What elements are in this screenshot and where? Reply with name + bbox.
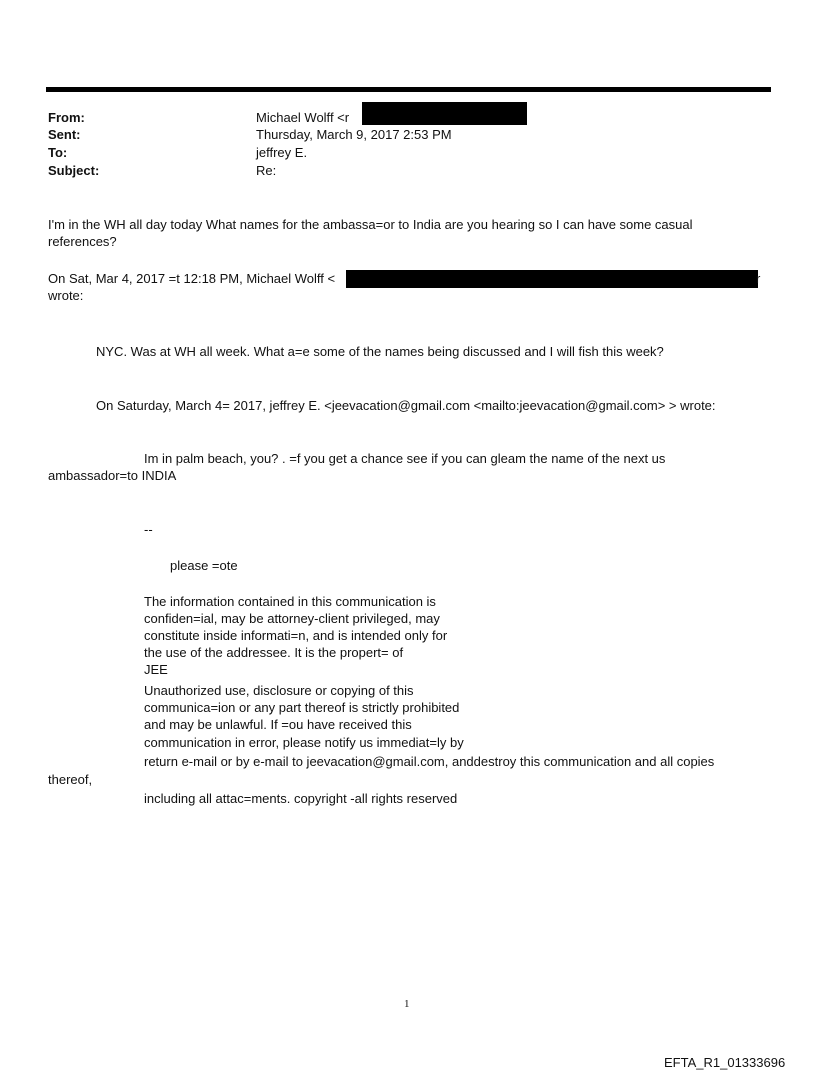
signature-dashes: -- [144, 522, 153, 537]
disclaimer-line: Unauthorized use, disclosure or copying of this [144, 683, 414, 698]
to-label: To: [48, 145, 68, 160]
body-line-1: I'm in the WH all day today What names for the ambassa=or to India are you hearing so I can have some casual [48, 217, 693, 232]
disclaimer-thereof: thereof, [48, 772, 93, 787]
body-line-2: references? [48, 234, 117, 249]
disclaimer-line: communica=ion or any part thereof is strictly prohibited [144, 700, 460, 715]
subject-value: Re: [256, 163, 277, 178]
sent-value: Thursday, March 9, 2017 2:53 PM [256, 127, 452, 142]
disclaimer-line: constitute inside informati=n, and is intended only for [144, 628, 448, 643]
disclaimer-line: JEE [144, 662, 168, 677]
quote1-wrote: wrote: [48, 288, 84, 303]
quote1-trail: r [756, 271, 761, 286]
nyc-line: NYC. Was at WH all week. What a=e some of the names being discussed and I will fish this week? [96, 344, 664, 359]
from-label: From: [48, 110, 85, 125]
disclaimer-line: and may be unlawful. If =ou have received this [144, 717, 412, 732]
header-rule [46, 87, 771, 92]
disclaimer-line: the use of the addressee. It is the propert= of [144, 645, 404, 660]
disclaimer-line: confiden=ial, may be attorney-client privileged, may [144, 611, 440, 626]
palm-line-1: Im in palm beach, you? . =f you get a chance see if you can gleam the name of the next us [144, 451, 666, 466]
sent-label: Sent: [48, 127, 81, 142]
from-value: Michael Wolff <r [256, 110, 350, 125]
quote2-header: On Saturday, March 4= 2017, jeffrey E. <jeevacation@gmail.com <mailto:jeevacation@gmail.com> > wrote: [96, 398, 716, 413]
document-id-stamp: EFTA_R1_01333696 [664, 1055, 786, 1070]
to-value: jeffrey E. [256, 145, 308, 160]
quote1-header: On Sat, Mar 4, 2017 =t 12:18 PM, Michael Wolff < [48, 271, 336, 286]
subject-label: Subject: [48, 163, 100, 178]
please-note: please =ote [170, 558, 238, 573]
page-number: 1 [404, 998, 410, 1010]
disclaimer-line: The information contained in this communication is [144, 594, 436, 609]
palm-line-2: ambassador=to INDIA [48, 468, 177, 483]
disclaimer-line: communication in error, please notify us immediat=ly by [144, 735, 464, 750]
redaction-box-sender [362, 102, 527, 125]
disclaimer-last-line: including all attac=ments. copyright -all rights reserved [144, 791, 458, 806]
disclaimer-line: return e-mail or by e-mail to jeevacation@gmail.com, anddestroy this communication and all copies [144, 754, 715, 769]
redaction-box-email [346, 270, 761, 288]
